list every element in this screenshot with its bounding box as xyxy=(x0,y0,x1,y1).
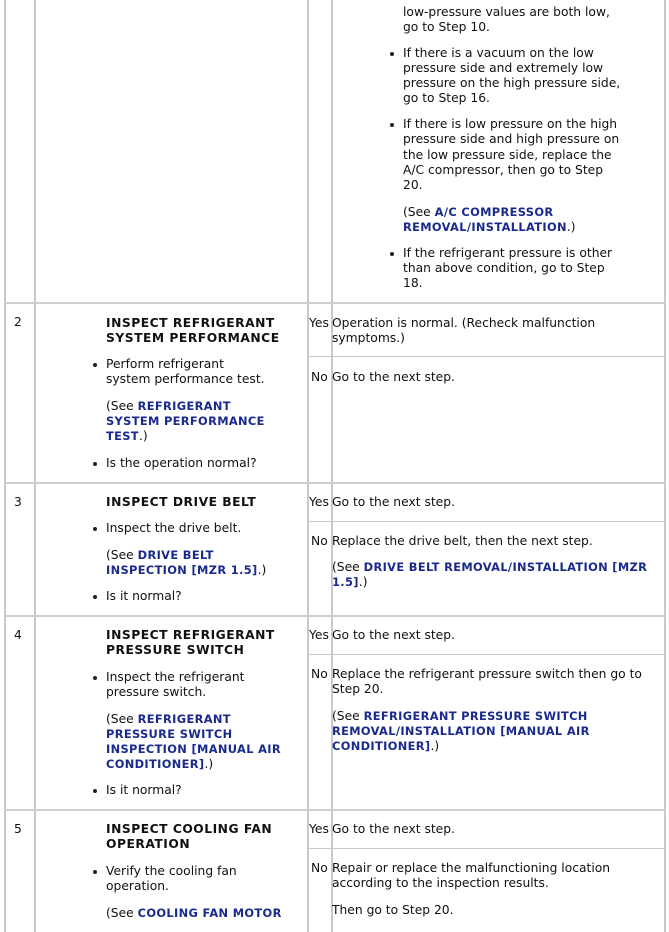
drive-belt-inspection-link[interactable]: DRIVE BELT xyxy=(137,548,214,562)
bullet-line: If there is low pressure on the high xyxy=(403,117,618,131)
yes-no-divider xyxy=(307,356,665,357)
bullet xyxy=(93,595,97,599)
drive-belt-removal-link[interactable]: DRIVE BELT REMOVAL/INSTALLATION [MZR xyxy=(363,560,648,574)
see-reference: (See REFRIGERANT xyxy=(106,399,231,413)
yes-action: Go to the next step. xyxy=(332,822,455,836)
row-divider xyxy=(4,809,665,811)
see-reference: (See DRIVE BELT REMOVAL/INSTALLATION [MZR xyxy=(332,560,648,574)
see-reference: (See REFRIGERANT PRESSURE SWITCH xyxy=(332,709,588,723)
no-action: Repair or replace the malfunctioning location xyxy=(332,861,611,875)
ac-compressor-link[interactable]: REMOVAL/INSTALLATION xyxy=(403,220,567,234)
step-title: INSPECT REFRIGERANT xyxy=(106,628,275,642)
bullet xyxy=(93,462,97,466)
bullet xyxy=(93,527,97,531)
yes-no-divider xyxy=(307,654,665,655)
see-reference: (See DRIVE BELT xyxy=(106,548,214,562)
bullet xyxy=(390,52,394,56)
yes-no-divider xyxy=(307,521,665,522)
step-number: 4 xyxy=(14,628,22,642)
pressure-switch-inspection-link[interactable]: REFRIGERANT xyxy=(137,712,231,726)
no-action: Replace the drive belt, then the next step. xyxy=(332,534,593,548)
yes-label: Yes xyxy=(309,316,329,330)
bullet-line: Inspect the drive belt. xyxy=(106,521,242,535)
step-number: 2 xyxy=(14,315,22,329)
no-action: according to the inspection results. xyxy=(332,876,549,890)
pressure-switch-inspection-link[interactable]: INSPECTION [MANUAL AIR xyxy=(106,742,282,756)
bullet xyxy=(93,870,97,874)
bullet xyxy=(93,363,97,367)
bullet-line: go to Step 16. xyxy=(403,91,490,105)
row-divider xyxy=(4,302,665,304)
step-column-divider xyxy=(34,0,36,932)
result-column-divider xyxy=(331,0,333,932)
table-border-right xyxy=(664,0,666,932)
yes-label: Yes xyxy=(309,628,329,642)
see-reference: (See REFRIGERANT xyxy=(106,712,231,726)
no-label: No xyxy=(311,861,328,875)
pressure-switch-removal-link[interactable]: CONDITIONER] xyxy=(332,739,431,753)
drive-belt-inspection-link[interactable]: INSPECTION [MZR 1.5] xyxy=(106,563,258,577)
step-title: SYSTEM PERFORMANCE xyxy=(106,331,280,345)
refrigerant-performance-test-link[interactable]: SYSTEM PERFORMANCE xyxy=(106,414,265,428)
yes-no-divider xyxy=(307,848,665,849)
bullet-line: If the refrigerant pressure is other xyxy=(403,246,613,260)
see-reference: CONDITIONER].) xyxy=(332,739,440,753)
bullet-line: pressure on the high pressure side, xyxy=(403,76,621,90)
no-label: No xyxy=(311,370,328,384)
step-title: INSPECT DRIVE BELT xyxy=(106,495,257,509)
bullet-line: pressure side and extremely low xyxy=(403,61,604,75)
see-reference: 1.5].) xyxy=(332,575,368,589)
bullet xyxy=(390,252,394,256)
yes-label: Yes xyxy=(309,495,329,509)
bullet-line: the low pressure side, replace the xyxy=(403,148,612,162)
bullet-line: than above condition, go to Step xyxy=(403,261,605,275)
see-reference: CONDITIONER].) xyxy=(106,757,214,771)
bullet-line: system performance test. xyxy=(106,372,265,386)
bullet-line: pressure switch. xyxy=(106,685,207,699)
no-label: No xyxy=(311,667,328,681)
bullet-line: pressure side and high pressure on xyxy=(403,132,620,146)
see-reference: (See A/C COMPRESSOR xyxy=(403,205,554,219)
refrigerant-performance-test-link[interactable]: TEST xyxy=(106,429,139,443)
pressure-switch-removal-link[interactable]: REFRIGERANT PRESSURE SWITCH xyxy=(363,709,588,723)
bullet xyxy=(93,789,97,793)
step-title: PRESSURE SWITCH xyxy=(106,643,245,657)
bullet-line: A/C compressor, then go to Step xyxy=(403,163,604,177)
bullet-line: Inspect the refrigerant xyxy=(106,670,245,684)
continued-text-line: low-pressure values are both low, xyxy=(403,5,610,19)
drive-belt-removal-link[interactable]: 1.5] xyxy=(332,575,359,589)
see-reference: REMOVAL/INSTALLATION.) xyxy=(403,220,576,234)
pressure-switch-inspection-link[interactable]: PRESSURE SWITCH xyxy=(106,727,233,741)
row-divider xyxy=(4,482,665,484)
yes-label: Yes xyxy=(309,822,329,836)
continued-text-line: go to Step 10. xyxy=(403,20,490,34)
step-number: 3 xyxy=(14,495,22,509)
row-divider xyxy=(4,615,665,617)
yes-action: Go to the next step. xyxy=(332,628,455,642)
see-reference: (See COOLING FAN MOTOR xyxy=(106,906,282,920)
yes-action: symptoms.) xyxy=(332,331,405,345)
no-action: Replace the refrigerant pressure switch then go to xyxy=(332,667,642,681)
pressure-switch-removal-link[interactable]: REMOVAL/INSTALLATION [MANUAL AIR xyxy=(332,724,590,738)
bullet xyxy=(390,123,394,127)
step-title: INSPECT COOLING FAN xyxy=(106,822,273,836)
bullet-line: 20. xyxy=(403,178,423,192)
bullet-line: If there is a vacuum on the low xyxy=(403,46,594,60)
yes-action: Go to the next step. xyxy=(332,495,455,509)
inspection-column-divider xyxy=(307,0,309,932)
pressure-switch-inspection-link[interactable]: CONDITIONER] xyxy=(106,757,205,771)
bullet-line: Verify the cooling fan xyxy=(106,864,237,878)
table-border-left xyxy=(4,0,6,932)
step-title: INSPECT REFRIGERANT xyxy=(106,316,275,330)
bullet-line: Is it normal? xyxy=(106,783,182,797)
bullet-line: Is it normal? xyxy=(106,589,182,603)
bullet-line: operation. xyxy=(106,879,169,893)
bullet-line: Is the operation normal? xyxy=(106,456,257,470)
bullet xyxy=(93,676,97,680)
no-action-then: Then go to Step 20. xyxy=(332,903,454,917)
yes-action: Operation is normal. (Recheck malfunction xyxy=(332,316,596,330)
step-title: OPERATION xyxy=(106,837,191,851)
no-action: Step 20. xyxy=(332,682,384,696)
see-reference: TEST.) xyxy=(106,429,148,443)
see-reference: INSPECTION [MZR 1.5].) xyxy=(106,563,267,577)
cooling-fan-motor-link[interactable]: COOLING FAN MOTOR xyxy=(137,906,282,920)
bullet-line: 18. xyxy=(403,276,423,290)
step-number: 5 xyxy=(14,822,22,836)
refrigerant-performance-test-link[interactable]: REFRIGERANT xyxy=(137,399,231,413)
bullet-line: Perform refrigerant xyxy=(106,357,224,371)
ac-compressor-link[interactable]: A/C COMPRESSOR xyxy=(434,205,554,219)
no-label: No xyxy=(311,534,328,548)
no-action: Go to the next step. xyxy=(332,370,455,384)
